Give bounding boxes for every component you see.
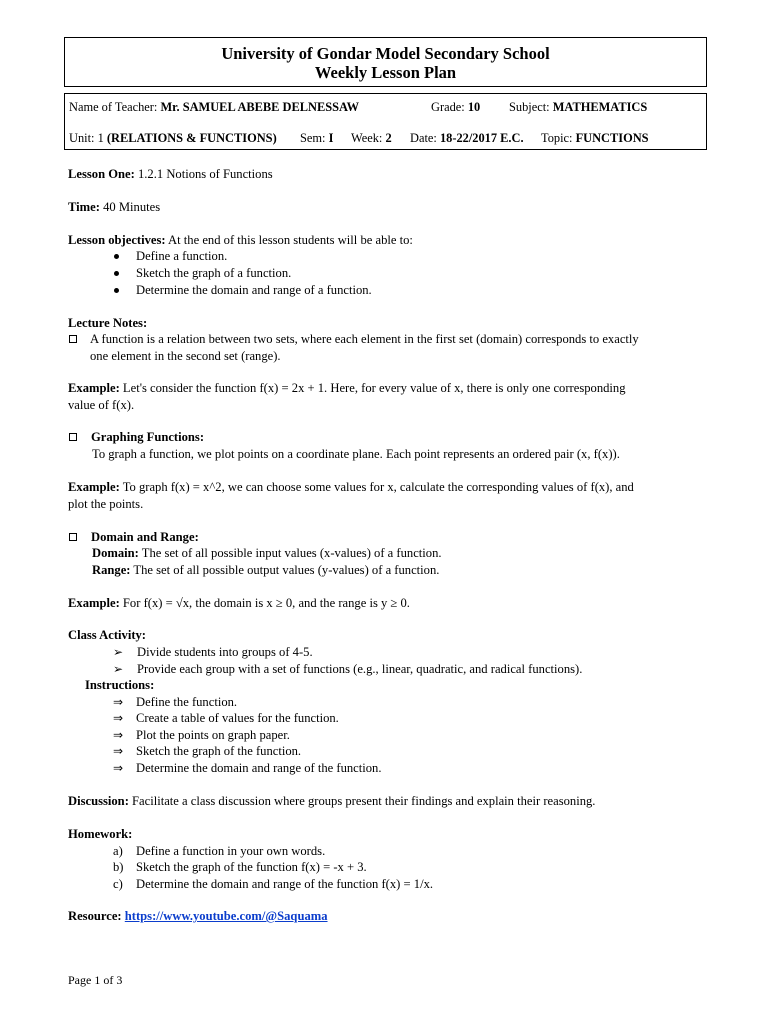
- grade-value: 10: [467, 100, 481, 114]
- objective-item: Determine the domain and range of a function.: [136, 283, 372, 297]
- week-value: 2: [385, 131, 392, 145]
- checkbox-square-icon: [69, 433, 77, 441]
- plan-title: Weekly Lesson Plan: [314, 63, 457, 82]
- grade-field: Grade: 10: [431, 100, 481, 114]
- page-number: Page 1 of 3: [68, 973, 123, 987]
- instruction-item: Define the function.: [136, 695, 238, 709]
- example-1-line2: value of f(x).: [68, 398, 135, 412]
- example-2-line1: [68, 479, 634, 496]
- range-label: Range:: [92, 563, 131, 577]
- time-line: [68, 199, 160, 216]
- double-arrow-icon: ⇒: [113, 761, 124, 775]
- example-label: Example:: [68, 381, 120, 395]
- bullet-icon: [114, 288, 119, 293]
- example-label: Example:: [68, 596, 120, 610]
- instruction-item: Create a table of values for the function.: [136, 711, 339, 725]
- sem-field: Sem: I: [300, 131, 334, 145]
- homework-label: Homework:: [68, 827, 133, 841]
- date-field: Date: 18-22/2017 E.C.: [410, 131, 524, 145]
- instruction-item: Sketch the graph of the function.: [136, 744, 302, 758]
- example-1-line1: [68, 380, 626, 397]
- discussion-text: Facilitate a class discussion where groups present their findings and explain their reasoning.: [128, 794, 596, 808]
- homework-item: Determine the domain and range of the function f(x) = 1/x.: [136, 877, 434, 891]
- objectives-heading: [68, 232, 413, 249]
- checkbox-square-icon: [69, 335, 77, 343]
- lesson-label: Lesson One:: [68, 167, 135, 181]
- objectives-label: Lesson objectives:: [68, 233, 166, 247]
- checkbox-square-icon: [69, 533, 77, 541]
- class-activity-heading: [68, 627, 146, 644]
- teacher-field: Name of Teacher: Mr. SAMUEL ABEBE DELNESSAW: [69, 100, 359, 114]
- discussion-line: [68, 793, 595, 810]
- example-1-text: Let's consider the function f(x) = 2x + 1. Here, for every value of x, there is only one corresponding: [119, 381, 626, 395]
- resource-line: [68, 908, 328, 925]
- domain-label: Domain:: [92, 546, 139, 560]
- info-row-1: [69, 99, 702, 115]
- homework-marker: a): [113, 844, 123, 858]
- domain-line: [92, 545, 442, 562]
- topic-field: Topic: FUNCTIONS: [541, 131, 649, 145]
- domain-range-heading: [91, 529, 199, 546]
- example-2-text: To graph f(x) = x^2, we can choose some values for x, calculate the corresponding values of f(x), and: [119, 480, 634, 494]
- objectives-intro: At the end of this lesson students will be able to:: [165, 233, 413, 247]
- domain-range-label: Domain and Range:: [91, 530, 199, 544]
- unit-value: (RELATIONS & FUNCTIONS): [106, 131, 277, 145]
- topic-value: FUNCTIONS: [575, 131, 649, 145]
- instructions-label: Instructions:: [85, 678, 155, 692]
- homework-heading: [68, 826, 132, 843]
- sem-value: I: [328, 131, 334, 145]
- objective-item: Define a function.: [136, 249, 228, 263]
- school-name: University of Gondar Model Secondary School: [221, 44, 550, 63]
- week-field: Week: 2: [351, 131, 392, 145]
- activity-item: Divide students into groups of 4-5.: [137, 645, 313, 659]
- bullet-icon: [114, 254, 119, 259]
- instruction-item: Plot the points on graph paper.: [136, 728, 290, 742]
- subject-field: Subject: MATHEMATICS: [509, 100, 648, 114]
- pointing-hand-icon: ➢: [113, 662, 124, 676]
- lecture-notes-heading: Lecture Notes:: [68, 316, 148, 330]
- teacher-name: Mr. SAMUEL ABEBE DELNESSAW: [160, 100, 359, 114]
- resource-label: Resource:: [68, 909, 122, 923]
- example-2-line2: plot the points.: [68, 497, 144, 511]
- range-line: [92, 562, 439, 579]
- instruction-item: Determine the domain and range of the function.: [136, 761, 382, 775]
- time-value: 40 Minutes: [99, 200, 161, 214]
- header-title-box: [64, 37, 707, 87]
- discussion-label: Discussion:: [68, 794, 129, 808]
- homework-marker: c): [113, 877, 123, 891]
- youtube-resource-link[interactable]: https://www.youtube.com/@Saquama: [124, 909, 328, 923]
- teacher-info-box: [64, 93, 707, 150]
- graphing-text: To graph a function, we plot points on a coordinate plane. Each point represents an ordered pair (x, f(x)).: [92, 447, 620, 461]
- graphing-label: Graphing Functions:: [91, 430, 205, 444]
- bullet-icon: [114, 271, 119, 276]
- date-value: 18-22/2017 E.C.: [439, 131, 524, 145]
- unit-field: Unit: 1 (RELATIONS & FUNCTIONS): [69, 131, 277, 145]
- example-3-line: [68, 595, 410, 612]
- time-label: Time:: [68, 200, 100, 214]
- homework-item: Sketch the graph of the function f(x) = -x + 3.: [136, 860, 367, 874]
- graphing-heading: [91, 429, 204, 446]
- activity-item: Provide each group with a set of functions (e.g., linear, quadratic, and radical functions).: [137, 662, 583, 676]
- function-definition-line1: A function is a relation between two sets, where each element in the first set (domain) corresponds to exactly: [90, 332, 639, 346]
- double-arrow-icon: ⇒: [113, 711, 124, 725]
- double-arrow-icon: ⇒: [113, 728, 124, 742]
- info-row-2: [69, 130, 702, 146]
- objective-item: Sketch the graph of a function.: [136, 266, 292, 280]
- lesson-value: 1.2.1 Notions of Functions: [134, 167, 273, 181]
- subject-value: MATHEMATICS: [552, 100, 648, 114]
- homework-item: Define a function in your own words.: [136, 844, 326, 858]
- double-arrow-icon: ⇒: [113, 695, 124, 709]
- pointing-hand-icon: ➢: [113, 645, 124, 659]
- lesson-line: [68, 166, 273, 183]
- example-3-text: For f(x) = √x, the domain is x ≥ 0, and the range is y ≥ 0.: [119, 596, 410, 610]
- domain-text: The set of all possible input values (x-values) of a function.: [138, 546, 442, 560]
- class-activity-label: Class Activity:: [68, 628, 147, 642]
- homework-marker: b): [113, 860, 124, 874]
- function-definition-line2: one element in the second set (range).: [90, 349, 281, 363]
- double-arrow-icon: ⇒: [113, 744, 124, 758]
- example-label: Example:: [68, 480, 120, 494]
- range-text: The set of all possible output values (y-values) of a function.: [130, 563, 440, 577]
- instructions-heading: [85, 677, 154, 694]
